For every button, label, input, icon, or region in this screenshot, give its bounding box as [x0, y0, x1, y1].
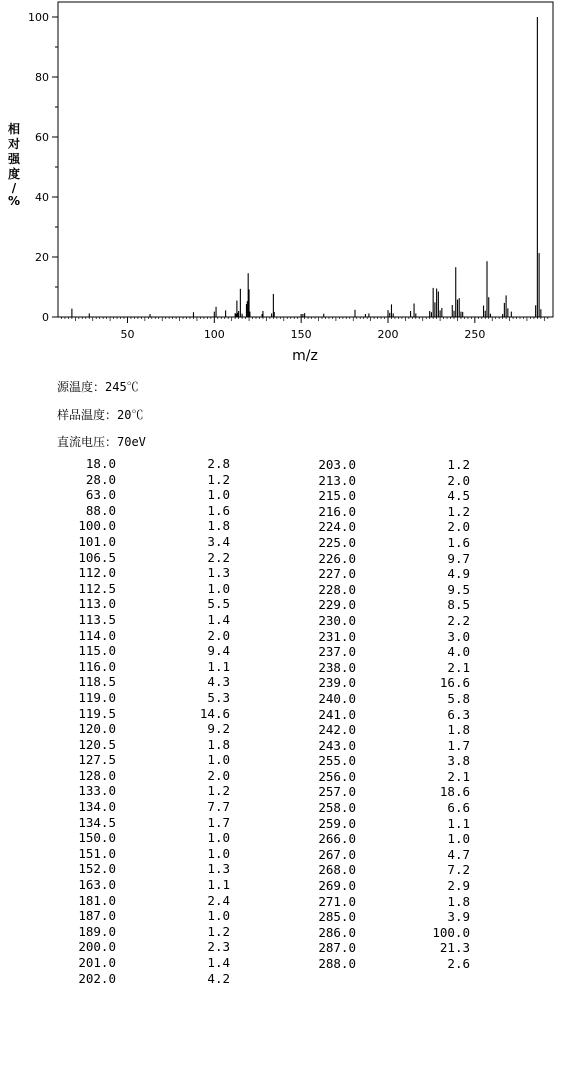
mz-value: 120.0: [78, 721, 116, 737]
intensity-value: 1.4: [207, 611, 230, 627]
mz-value: 18.0: [85, 456, 116, 471]
intensity-value: 2.0: [447, 519, 470, 535]
table-row: [300, 504, 490, 520]
intensity-value: 1.8: [447, 893, 470, 909]
mz-value: 271.0: [318, 893, 356, 909]
table-row: [60, 565, 240, 581]
peak-table-right: [300, 457, 490, 972]
mz-value: 151.0: [78, 845, 116, 861]
intensity-value: 1.0: [447, 831, 470, 847]
mz-value: 229.0: [318, 597, 356, 613]
table-row: [300, 582, 490, 598]
table-row: [300, 488, 490, 504]
intensity-value: 1.2: [447, 457, 470, 472]
y-axis-label-char-5: /: [11, 181, 17, 195]
mz-value: 203.0: [318, 457, 356, 472]
mz-value: 256.0: [318, 768, 356, 784]
x-axis: [120, 317, 485, 341]
intensity-value: 9.4: [207, 643, 230, 659]
mz-value: 152.0: [78, 861, 116, 877]
mz-value: 112.0: [78, 565, 116, 581]
mz-value: 239.0: [318, 675, 356, 691]
intensity-value: 3.0: [447, 628, 470, 644]
mz-value: 240.0: [318, 690, 356, 706]
intensity-value: 4.9: [447, 566, 470, 582]
intensity-value: 1.1: [447, 815, 470, 831]
table-row: [60, 768, 240, 784]
mz-value: 288.0: [318, 956, 356, 971]
mz-value: 63.0: [85, 487, 116, 503]
table-row: [60, 846, 240, 862]
mz-value: 225.0: [318, 534, 356, 550]
table-row: [60, 971, 240, 987]
mz-value: 255.0: [318, 753, 356, 769]
table-row: [60, 737, 240, 753]
table-row: [60, 581, 240, 597]
mz-value: 257.0: [318, 784, 356, 800]
mz-value: 230.0: [318, 612, 356, 628]
table-row: [60, 518, 240, 534]
table-row: [60, 783, 240, 799]
peak-bars: [72, 17, 541, 317]
mz-value: 258.0: [318, 800, 356, 816]
y-axis-label: [7, 121, 21, 208]
table-row: [60, 877, 240, 893]
mz-value: 231.0: [318, 628, 356, 644]
mz-value: 228.0: [318, 581, 356, 597]
table-row: [60, 503, 240, 519]
table-row: [60, 456, 240, 472]
mz-value: 118.5: [78, 674, 116, 690]
mz-value: 237.0: [318, 644, 356, 660]
mz-value: 101.0: [78, 533, 116, 549]
mz-value: 187.0: [78, 908, 116, 924]
intensity-value: 1.2: [207, 471, 230, 487]
x-tick-label: 150: [290, 328, 312, 341]
table-row: [300, 722, 490, 738]
intensity-value: 3.9: [447, 909, 470, 925]
mz-value: 224.0: [318, 519, 356, 535]
intensity-value: 18.6: [439, 784, 470, 800]
intensity-value: 1.8: [447, 722, 470, 738]
intensity-value: 4.7: [447, 846, 470, 862]
table-row: [300, 707, 490, 723]
intensity-value: 1.6: [447, 534, 470, 550]
intensity-value: 5.8: [447, 690, 470, 706]
intensity-value: 1.3: [207, 861, 230, 877]
table-row: [300, 738, 490, 754]
table-row: [60, 659, 240, 675]
table-row: [60, 534, 240, 550]
table-row: [60, 612, 240, 628]
mz-value: 88.0: [85, 502, 116, 518]
table-row: [60, 815, 240, 831]
table-row: [300, 925, 490, 941]
table-row: [300, 862, 490, 878]
table-row: [300, 457, 490, 473]
intensity-value: 3.8: [447, 753, 470, 769]
dc-voltage: 直流电压：70eV: [57, 435, 146, 449]
intensity-value: 1.2: [207, 923, 230, 939]
table-row: [60, 955, 240, 971]
intensity-value: 9.2: [207, 721, 230, 737]
intensity-value: 4.5: [447, 488, 470, 504]
source-temperature: 源温度：245℃: [57, 380, 139, 394]
table-row: [300, 753, 490, 769]
mz-value: 119.5: [78, 705, 116, 721]
intensity-value: 2.4: [207, 892, 230, 908]
intensity-value: 21.3: [439, 940, 470, 956]
intensity-value: 14.6: [199, 705, 230, 721]
intensity-value: 1.8: [207, 736, 230, 752]
mz-value: 226.0: [318, 550, 356, 566]
mz-value: 119.0: [78, 689, 116, 705]
intensity-value: 1.0: [207, 845, 230, 861]
table-row: [300, 535, 490, 551]
table-row: [300, 613, 490, 629]
table-row: [60, 893, 240, 909]
intensity-value: 2.0: [447, 472, 470, 488]
intensity-value: 1.0: [207, 908, 230, 924]
plot-frame: [58, 2, 553, 317]
table-row: [60, 752, 240, 768]
intensity-value: 2.0: [207, 767, 230, 783]
table-row: [300, 894, 490, 910]
mz-value: 243.0: [318, 737, 356, 753]
intensity-value: 2.6: [447, 956, 470, 971]
table-row: [60, 596, 240, 612]
y-axis-label-char-1: 相: [7, 122, 21, 136]
table-row: [300, 909, 490, 925]
intensity-value: 1.0: [207, 830, 230, 846]
table-row: [300, 956, 490, 972]
table-row: [60, 721, 240, 737]
sample-temperature: 样品温度：20℃: [57, 408, 144, 422]
mz-value: 150.0: [78, 830, 116, 846]
mz-value: 269.0: [318, 878, 356, 894]
table-row: [300, 566, 490, 582]
table-row: [300, 816, 490, 832]
table-row: [300, 660, 490, 676]
mz-value: 242.0: [318, 722, 356, 738]
mz-value: 202.0: [78, 970, 116, 986]
y-axis: [28, 11, 58, 324]
intensity-value: 5.5: [207, 596, 230, 612]
mz-value: 133.0: [78, 783, 116, 799]
mass-spectrum-chart: [0, 0, 570, 370]
y-tick-label: 60: [35, 131, 49, 144]
table-row: [300, 831, 490, 847]
intensity-value: 16.6: [439, 675, 470, 691]
table-row: [60, 861, 240, 877]
intensity-value: 1.0: [207, 752, 230, 768]
intensity-value: 2.3: [207, 939, 230, 955]
table-row: [300, 675, 490, 691]
table-row: [60, 924, 240, 940]
table-row: [60, 799, 240, 815]
x-axis-label: m/z: [292, 348, 318, 364]
table-row: [300, 691, 490, 707]
y-tick-label: 80: [35, 71, 49, 84]
x-tick-label: 250: [464, 328, 486, 341]
mz-value: 189.0: [78, 923, 116, 939]
intensity-value: 9.5: [447, 581, 470, 597]
table-row: [300, 629, 490, 645]
table-row: [300, 940, 490, 956]
y-tick-label: 40: [35, 191, 49, 204]
y-axis-label-char-4: 度: [7, 167, 21, 181]
table-row: [60, 487, 240, 503]
table-row: [60, 830, 240, 846]
y-tick-label: 0: [42, 311, 49, 324]
mz-value: 113.0: [78, 596, 116, 612]
table-row: [300, 784, 490, 800]
mz-value: 215.0: [318, 488, 356, 504]
intensity-value: 7.2: [447, 862, 470, 878]
mz-value: 287.0: [318, 940, 356, 956]
mz-value: 106.5: [78, 549, 116, 565]
intensity-value: 1.3: [207, 565, 230, 581]
mz-value: 115.0: [78, 643, 116, 659]
intensity-value: 1.2: [207, 783, 230, 799]
mz-value: 116.0: [78, 658, 116, 674]
x-tick-label: 200: [377, 328, 399, 341]
mz-value: 268.0: [318, 862, 356, 878]
intensity-value: 4.0: [447, 644, 470, 660]
table-row: [60, 908, 240, 924]
table-row: [300, 473, 490, 489]
intensity-value: 8.5: [447, 597, 470, 613]
mz-value: 201.0: [78, 955, 116, 970]
intensity-value: 9.7: [447, 550, 470, 566]
y-axis-label-char-6: %: [7, 194, 21, 208]
mz-value: 134.5: [78, 814, 116, 830]
mz-value: 28.0: [85, 471, 116, 487]
table-row: [300, 847, 490, 863]
intensity-value: 1.2: [447, 503, 470, 519]
table-row: [60, 628, 240, 644]
table-row: [300, 878, 490, 894]
y-tick-label: 100: [28, 11, 49, 24]
table-row: [300, 519, 490, 535]
table-row: [300, 551, 490, 567]
mz-value: 127.5: [78, 752, 116, 768]
intensity-value: 1.7: [207, 814, 230, 830]
intensity-value: 1.1: [207, 658, 230, 674]
mz-value: 128.0: [78, 767, 116, 783]
mz-value: 213.0: [318, 472, 356, 488]
intensity-value: 1.6: [207, 502, 230, 518]
intensity-value: 1.8: [207, 518, 230, 534]
intensity-value: 1.1: [207, 877, 230, 893]
mz-value: 216.0: [318, 503, 356, 519]
intensity-value: 1.4: [207, 955, 230, 970]
intensity-value: 2.0: [207, 627, 230, 643]
table-row: [60, 472, 240, 488]
mz-value: 267.0: [318, 846, 356, 862]
mz-value: 134.0: [78, 799, 116, 815]
table-row: [300, 769, 490, 785]
intensity-value: 7.7: [207, 799, 230, 815]
mz-value: 113.5: [78, 611, 116, 627]
intensity-value: 1.7: [447, 737, 470, 753]
mz-value: 112.5: [78, 580, 116, 596]
mz-value: 200.0: [78, 939, 116, 955]
table-row: [300, 597, 490, 613]
mz-value: 114.0: [78, 627, 116, 643]
mz-value: 259.0: [318, 815, 356, 831]
mz-value: 241.0: [318, 706, 356, 722]
table-row: [300, 644, 490, 660]
intensity-value: 1.0: [207, 487, 230, 503]
intensity-value: 5.3: [207, 689, 230, 705]
y-axis-label-char-2: 对: [7, 137, 21, 151]
intensity-value: 6.3: [447, 706, 470, 722]
intensity-value: 2.9: [447, 878, 470, 894]
intensity-value: 2.2: [447, 612, 470, 628]
x-tick-label: 100: [203, 328, 225, 341]
mz-value: 285.0: [318, 909, 356, 925]
mz-value: 266.0: [318, 831, 356, 847]
intensity-value: 6.6: [447, 800, 470, 816]
intensity-value: 100.0: [432, 924, 470, 940]
intensity-value: 2.2: [207, 549, 230, 565]
mz-value: 163.0: [78, 877, 116, 893]
table-row: [300, 800, 490, 816]
intensity-value: 2.1: [447, 768, 470, 784]
y-tick-label: 20: [35, 251, 49, 264]
mz-value: 120.5: [78, 736, 116, 752]
intensity-value: 2.8: [207, 456, 230, 471]
intensity-value: 4.2: [207, 970, 230, 986]
table-row: [60, 550, 240, 566]
intensity-value: 1.0: [207, 580, 230, 596]
intensity-value: 3.4: [207, 533, 230, 549]
table-row: [60, 690, 240, 706]
peak-table-left: [60, 456, 240, 986]
table-row: [60, 674, 240, 690]
mz-value: 238.0: [318, 659, 356, 675]
table-row: [60, 939, 240, 955]
intensity-value: 2.1: [447, 659, 470, 675]
mz-value: 286.0: [318, 924, 356, 940]
y-axis-label-char-3: 强: [7, 152, 21, 166]
table-row: [60, 643, 240, 659]
mz-value: 100.0: [78, 518, 116, 534]
mz-value: 227.0: [318, 566, 356, 582]
x-tick-label: 50: [120, 328, 135, 341]
mz-value: 181.0: [78, 892, 116, 908]
intensity-value: 4.3: [207, 674, 230, 690]
table-row: [60, 706, 240, 722]
